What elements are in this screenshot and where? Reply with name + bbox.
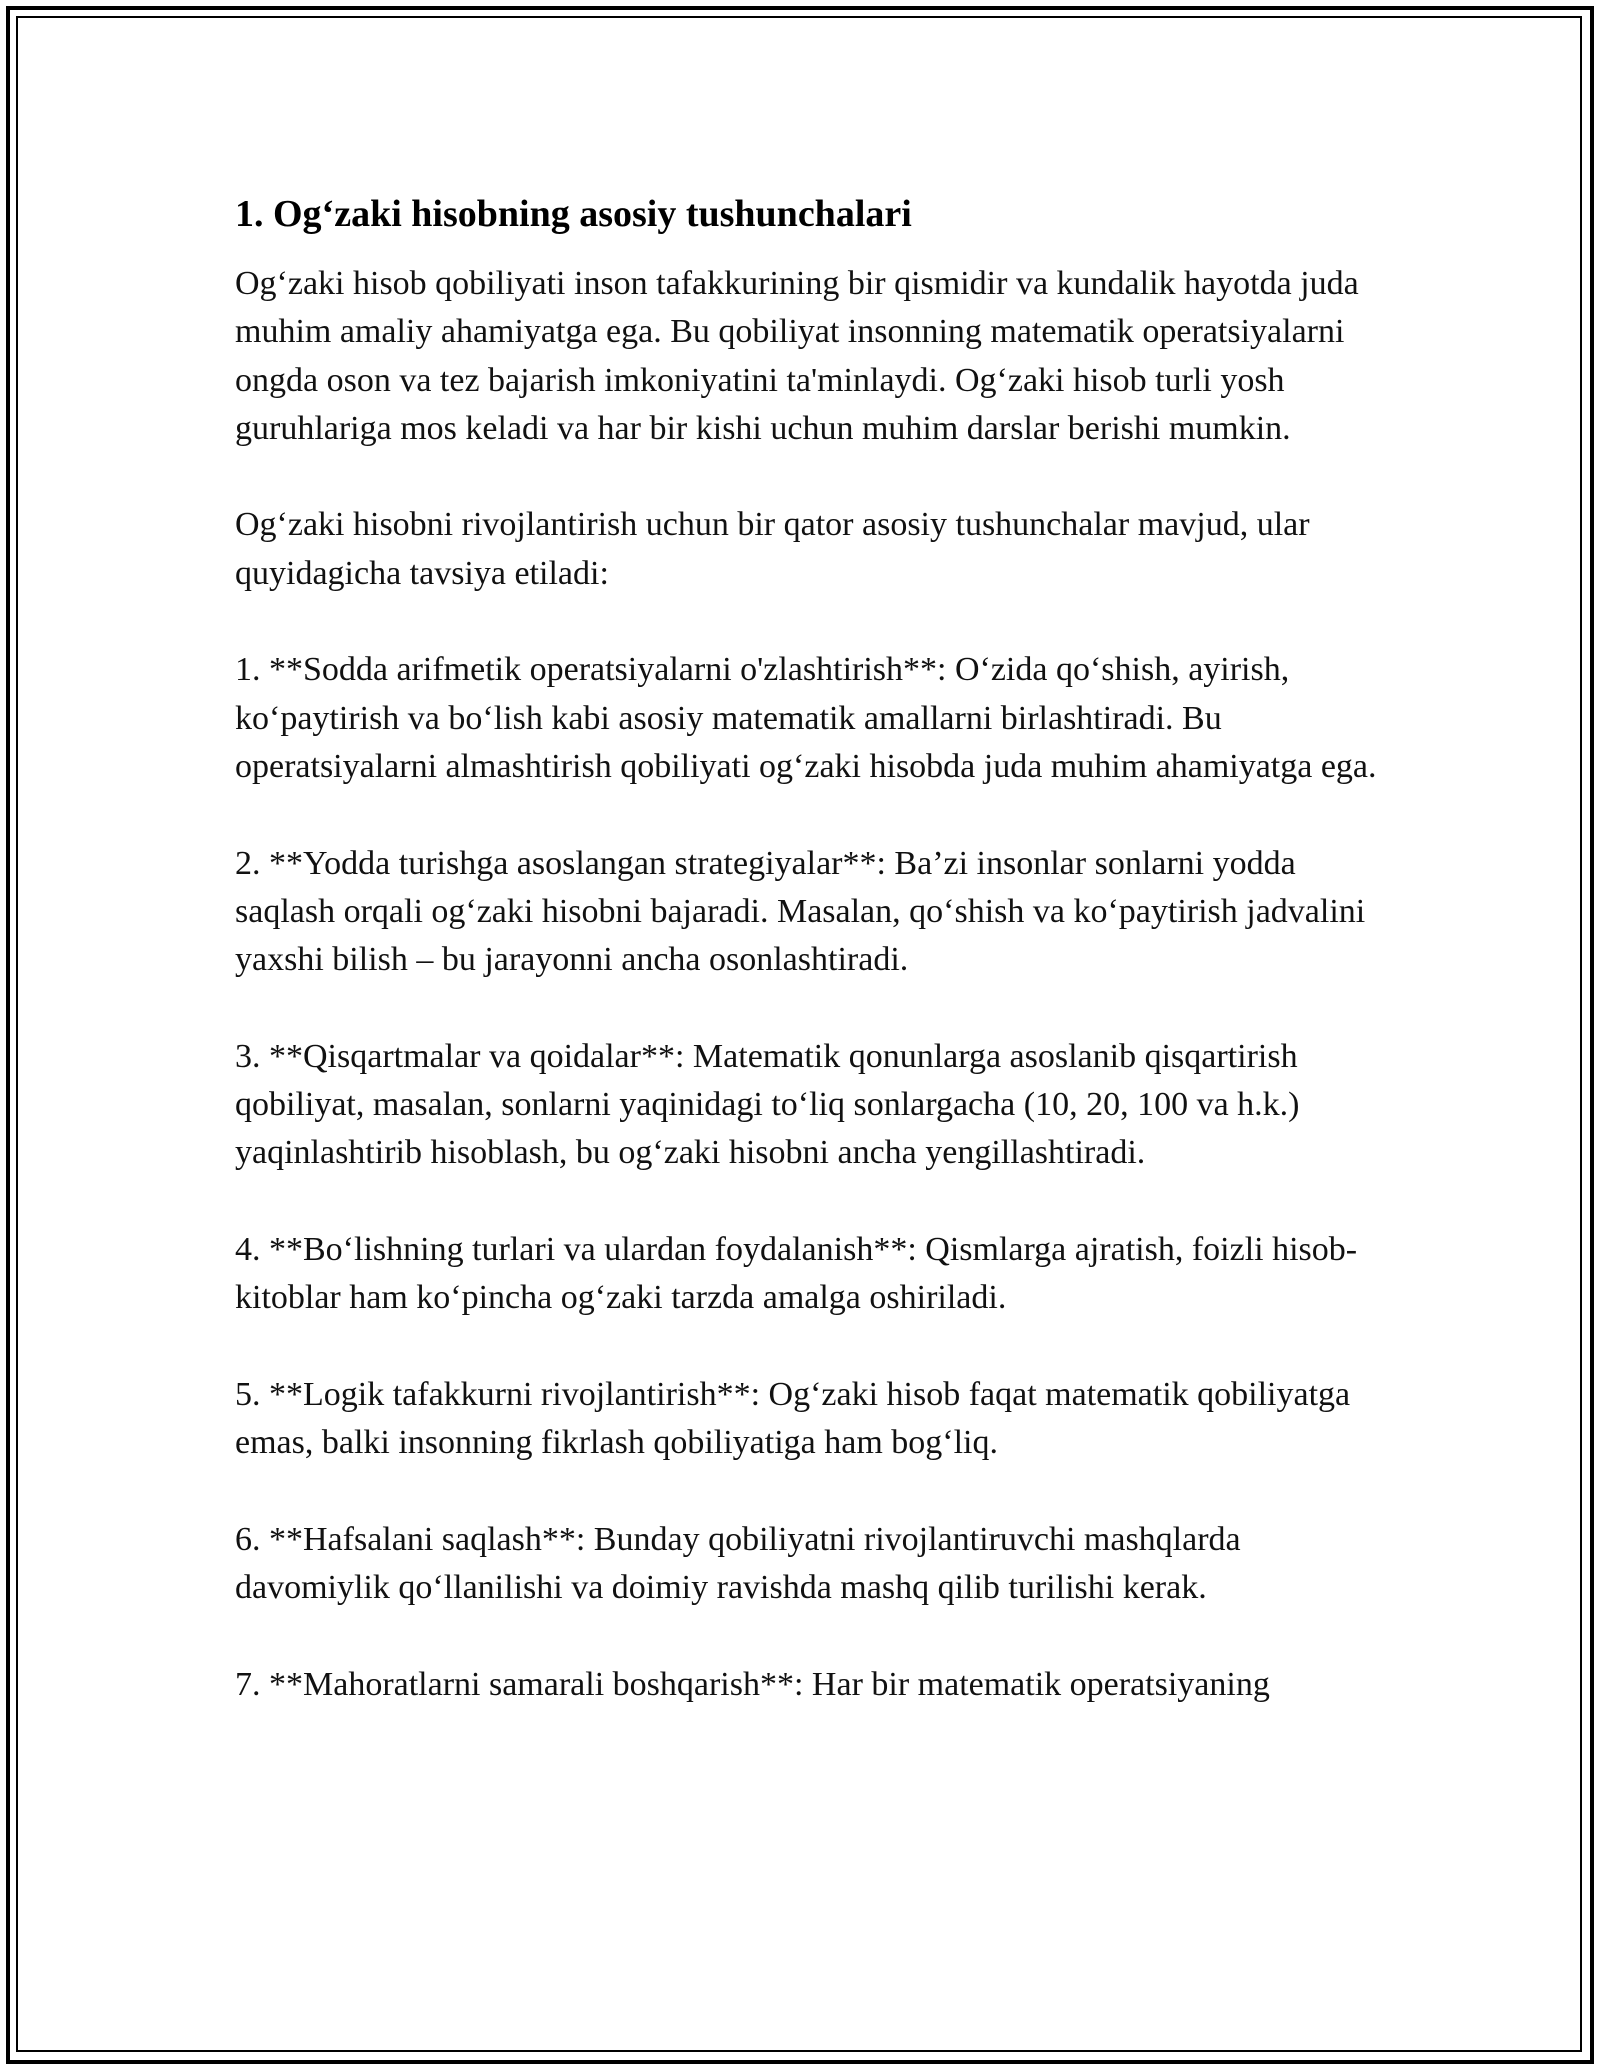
list-item-7: 7. **Mahoratlarni samarali boshqarish**: Har bir matematik operatsiyaning (235, 1665, 1270, 1703)
list-item-5: 5. **Logik tafakkurni rivojlantirish**: Og‘zaki hisob faqat matematik qobiliyatga emas, balki insonning fikrlash qobiliyatiga ham bog‘liq. (235, 1375, 1351, 1462)
list-item-6: 6. **Hafsalani saqlash**: Bunday qobiliyatni rivojlantiruvchi mashqlarda davomiylik qo‘llanilishi va doimiy ravishda mashq qilib turilishi kerak. (235, 1520, 1241, 1607)
list-item-3: 3. **Qisqartmalar va qoidalar**: Matematik qonunlarga asoslanib qisqartirish qobiliyat, masalan, sonlarni yaqinidagi to‘liq sonlargacha (10, 20, 100 va h.k.) yaqinlashtirib hisoblash, bu og‘zaki hisobni ancha yengillashtiradi. (235, 1037, 1300, 1172)
list-item-4: 4. **Bo‘lishning turlari va ulardan foydalanish**: Qismlarga ajratish, foizli hisob-kitoblar ham ko‘pincha og‘zaki tarzda amalga oshiriladi. (235, 1230, 1358, 1317)
list-item-2: 2. **Yodda turishga asoslangan strategiyalar**: Ba’zi insonlar sonlarni yodda saqlash orqali og‘zaki hisobni bajaradi. Masalan, qo‘shish va ko‘paytirish jadvalini yaxshi bilish – bu jarayonni ancha osonlashtiradi. (235, 844, 1366, 979)
section-heading: 1. Og‘zaki hisobning asosiy tushunchalari (235, 193, 912, 235)
paragraph-concepts-lead: Og‘zaki hisobni rivojlantirish uchun bir qator asosiy tushunchalar mavjud, ular quyidagicha tavsiya etiladi: (235, 506, 1310, 592)
document-body (235, 188, 1385, 1709)
list-item-1: 1. **Sodda arifmetik operatsiyalarni o'zlashtirish**: O‘zida qo‘shish, ayirish, ko‘paytirish va bo‘lish kabi asosiy matematik amallarni birlashtiradi. Bu operatsiyalarni almashtirish qobiliyati og‘zaki hisobda juda muhim ahamiyatga ega. (235, 651, 1377, 785)
paragraph-intro: Og‘zaki hisob qobiliyati inson tafakkurining bir qismidir va kundalik hayotda juda muhim amaliy ahamiyatga ega. Bu qobiliyat insonning matematik operatsiyalarni ongda oson va tez bajarish imkoniyatini ta'minlaydi. Og‘zaki hisob turli yosh guruhlariga mos keladi va har bir kishi uchun muhim darslar berishi mumkin. (235, 265, 1359, 447)
